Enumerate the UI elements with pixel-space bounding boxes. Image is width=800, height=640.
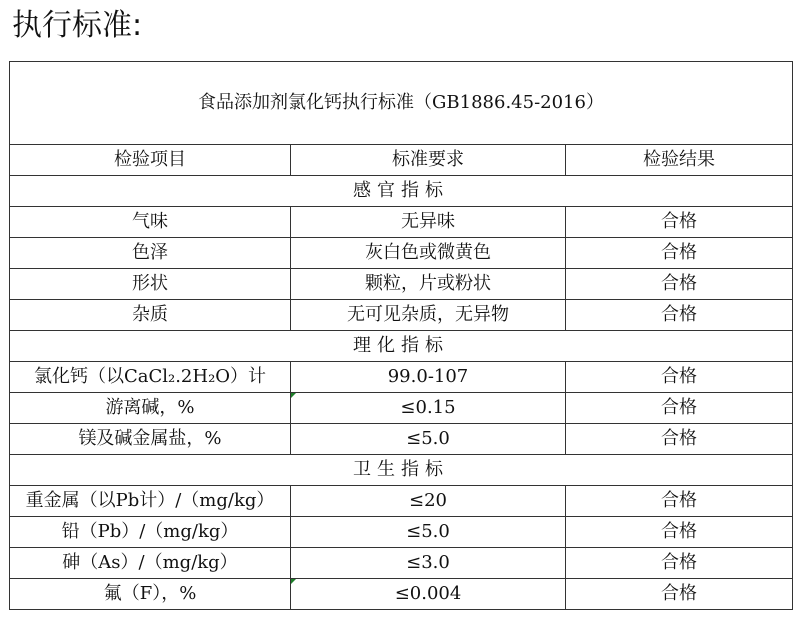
requirement-cell: ≤3.0 [291,548,566,579]
item-cell: 氯化钙（以CaCl₂.2H₂O）计 [10,362,291,393]
header-standard-requirement: 标准要求 [291,145,566,176]
item-cell: 游离碱，% [10,393,291,424]
table-row [10,207,793,238]
result-cell: 合格 [566,393,793,424]
requirement-cell: ≤20 [291,486,566,517]
result-cell: 合格 [566,486,793,517]
table-header-row [10,145,793,176]
table-row [10,548,793,579]
result-cell: 合格 [566,269,793,300]
requirement-cell: 颗粒，片或粉状 [291,269,566,300]
requirement-cell: 灰白色或微黄色 [291,238,566,269]
result-cell: 合格 [566,517,793,548]
result-cell: 合格 [566,362,793,393]
table-row [10,424,793,455]
result-cell: 合格 [566,548,793,579]
header-inspection-result: 检验结果 [566,145,793,176]
table-row [10,300,793,331]
result-cell: 合格 [566,579,793,610]
requirement-cell: 无可见杂质，无异物 [291,300,566,331]
section-title: 卫生指标 [10,455,793,486]
item-cell: 杂质 [10,300,291,331]
item-cell: 色泽 [10,238,291,269]
table-row [10,362,793,393]
item-cell: 镁及碱金属盐，% [10,424,291,455]
result-cell: 合格 [566,207,793,238]
requirement-cell: ≤5.0 [291,424,566,455]
section-title: 感官指标 [10,176,793,207]
table-caption: 食品添加剂氯化钙执行标准（GB1886.45-2016） [10,62,793,145]
requirement-cell: ≤5.0 [291,517,566,548]
result-cell: 合格 [566,424,793,455]
section-row-sensory [10,176,793,207]
section-row-hygiene [10,455,793,486]
item-cell: 氟（F），% [10,579,291,610]
header-inspection-item: 检验项目 [10,145,291,176]
result-cell: 合格 [566,300,793,331]
standard-table [9,61,793,610]
table-row [10,393,793,424]
table-row [10,238,793,269]
requirement-cell: 无异味 [291,207,566,238]
section-title: 理化指标 [10,331,793,362]
table-row [10,269,793,300]
result-cell: 合格 [566,238,793,269]
item-cell: 砷（As）/（mg/kg） [10,548,291,579]
table-row [10,579,793,610]
requirement-cell: ≤0.15 [291,393,566,424]
table-row [10,517,793,548]
item-cell: 气味 [10,207,291,238]
table-row [10,486,793,517]
item-cell: 重金属（以Pb计）/（mg/kg） [10,486,291,517]
item-cell: 形状 [10,269,291,300]
requirement-cell: 99.0-107 [291,362,566,393]
table-caption-row [10,62,793,145]
page-title: 执行标准: [12,8,143,43]
requirement-cell: ≤0.004 [291,579,566,610]
item-cell: 铅（Pb）/（mg/kg） [10,517,291,548]
section-row-physicochemical [10,331,793,362]
